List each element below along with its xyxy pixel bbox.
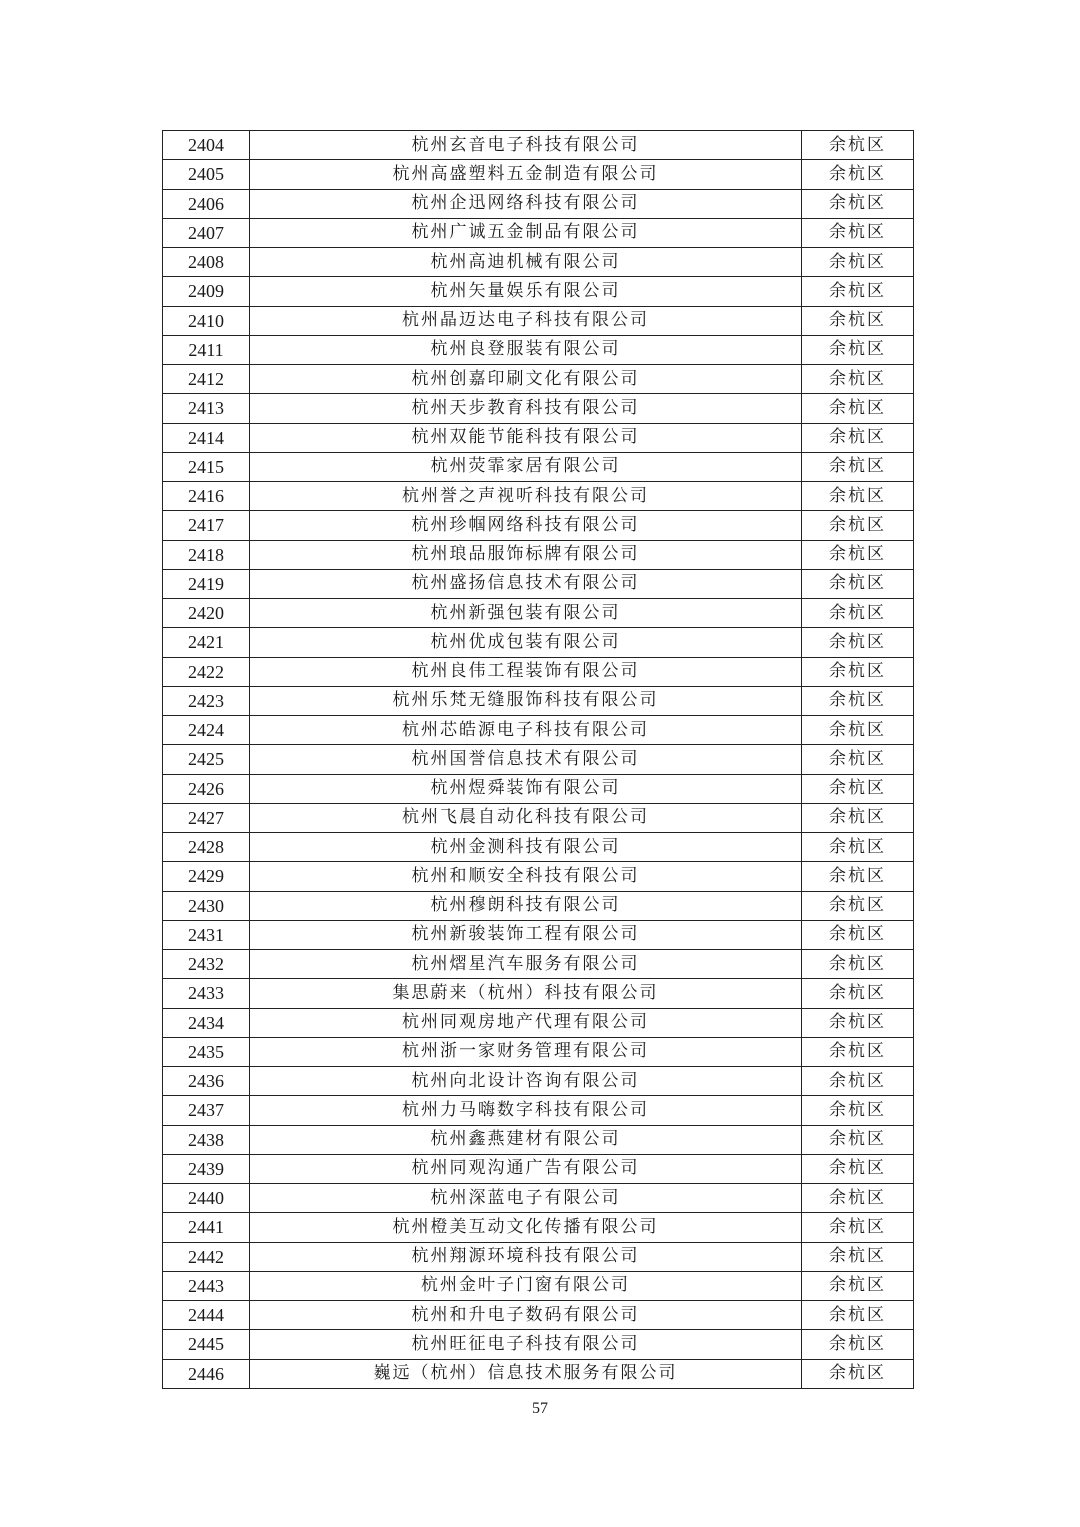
row-number-cell: 2409 [163,277,250,306]
company-name-cell: 巍远（杭州）信息技术服务有限公司 [250,1359,802,1388]
table-row [163,335,914,364]
row-number-cell: 2425 [163,745,250,774]
table-row [163,131,914,160]
company-name-cell: 杭州玄音电子科技有限公司 [250,131,802,160]
company-name-cell: 杭州天步教育科技有限公司 [250,394,802,423]
row-number-cell: 2410 [163,306,250,335]
row-number-cell: 2426 [163,774,250,803]
district-cell: 余杭区 [802,365,914,394]
table-row [163,511,914,540]
table-row [163,248,914,277]
table-row [163,950,914,979]
district-cell: 余杭区 [802,1330,914,1359]
district-cell: 余杭区 [802,686,914,715]
table-row [163,1125,914,1154]
row-number-cell: 2442 [163,1242,250,1271]
table-row [163,482,914,511]
district-cell: 余杭区 [802,452,914,481]
row-number-cell: 2413 [163,394,250,423]
table-row [163,803,914,832]
district-cell: 余杭区 [802,716,914,745]
district-cell: 余杭区 [802,1096,914,1125]
row-number-cell: 2433 [163,979,250,1008]
table-row [163,1008,914,1037]
company-name-cell: 杭州深蓝电子有限公司 [250,1184,802,1213]
company-name-cell: 杭州浙一家财务管理有限公司 [250,1037,802,1066]
row-number-cell: 2420 [163,599,250,628]
company-name-cell: 杭州高迪机械有限公司 [250,248,802,277]
row-number-cell: 2408 [163,248,250,277]
page-number: 57 [532,1400,548,1417]
company-name-cell: 杭州创嘉印刷文化有限公司 [250,365,802,394]
row-number-cell: 2436 [163,1067,250,1096]
company-name-cell: 杭州力马嗨数字科技有限公司 [250,1096,802,1125]
district-cell: 余杭区 [802,306,914,335]
district-cell: 余杭区 [802,628,914,657]
company-name-cell: 杭州飞晨自动化科技有限公司 [250,803,802,832]
row-number-cell: 2446 [163,1359,250,1388]
row-number-cell: 2429 [163,862,250,891]
table-row [163,891,914,920]
district-cell: 余杭区 [802,920,914,949]
company-name-cell: 杭州企迅网络科技有限公司 [250,189,802,218]
table-row [163,979,914,1008]
row-number-cell: 2432 [163,950,250,979]
row-number-cell: 2421 [163,628,250,657]
company-name-cell: 杭州鑫燕建材有限公司 [250,1125,802,1154]
table-row [163,1154,914,1183]
company-name-cell: 杭州翔源环境科技有限公司 [250,1242,802,1271]
district-cell: 余杭区 [802,1067,914,1096]
table-row [163,716,914,745]
company-name-cell: 杭州和顺安全科技有限公司 [250,862,802,891]
district-cell: 余杭区 [802,862,914,891]
district-cell: 余杭区 [802,569,914,598]
row-number-cell: 2405 [163,160,250,189]
district-cell: 余杭区 [802,1154,914,1183]
company-name-cell: 杭州广诚五金制品有限公司 [250,218,802,247]
row-number-cell: 2439 [163,1154,250,1183]
table-row [163,920,914,949]
row-number-cell: 2419 [163,569,250,598]
row-number-cell: 2438 [163,1125,250,1154]
row-number-cell: 2422 [163,657,250,686]
company-name-cell: 杭州荧霏家居有限公司 [250,452,802,481]
table-row [163,1037,914,1066]
district-cell: 余杭区 [802,423,914,452]
district-cell: 余杭区 [802,1242,914,1271]
company-name-cell: 杭州乐梵无缝服饰科技有限公司 [250,686,802,715]
company-name-cell: 杭州向北设计咨询有限公司 [250,1067,802,1096]
company-name-cell: 杭州琅品服饰标牌有限公司 [250,540,802,569]
company-name-cell: 杭州熠星汽车服务有限公司 [250,950,802,979]
district-cell: 余杭区 [802,1008,914,1037]
district-cell: 余杭区 [802,599,914,628]
row-number-cell: 2412 [163,365,250,394]
district-cell: 余杭区 [802,891,914,920]
table-row [163,686,914,715]
company-name-cell: 杭州金测科技有限公司 [250,833,802,862]
district-cell: 余杭区 [802,1125,914,1154]
table-row [163,862,914,891]
row-number-cell: 2444 [163,1301,250,1330]
company-name-cell: 杭州优成包装有限公司 [250,628,802,657]
table-row [163,1301,914,1330]
district-cell: 余杭区 [802,160,914,189]
row-number-cell: 2415 [163,452,250,481]
row-number-cell: 2431 [163,920,250,949]
row-number-cell: 2406 [163,189,250,218]
row-number-cell: 2443 [163,1271,250,1300]
row-number-cell: 2416 [163,482,250,511]
row-number-cell: 2437 [163,1096,250,1125]
table-row [163,540,914,569]
table-row [163,774,914,803]
table-row [163,189,914,218]
company-name-cell: 杭州穆朗科技有限公司 [250,891,802,920]
table-body [163,131,914,1389]
table-row [163,599,914,628]
row-number-cell: 2440 [163,1184,250,1213]
row-number-cell: 2430 [163,891,250,920]
district-cell: 余杭区 [802,657,914,686]
table-row [163,628,914,657]
table-row [163,1359,914,1388]
table-row [163,160,914,189]
table-row [163,1184,914,1213]
district-cell: 余杭区 [802,540,914,569]
row-number-cell: 2424 [163,716,250,745]
table-row [163,306,914,335]
district-cell: 余杭区 [802,131,914,160]
table-row [163,423,914,452]
table-row [163,657,914,686]
district-cell: 余杭区 [802,1301,914,1330]
company-name-cell: 杭州芯皓源电子科技有限公司 [250,716,802,745]
company-name-cell: 杭州珍帼网络科技有限公司 [250,511,802,540]
company-name-cell: 杭州同观房地产代理有限公司 [250,1008,802,1037]
district-cell: 余杭区 [802,803,914,832]
district-cell: 余杭区 [802,1037,914,1066]
table-row [163,1096,914,1125]
company-name-cell: 杭州誉之声视听科技有限公司 [250,482,802,511]
table-row [163,1067,914,1096]
table-row [163,1330,914,1359]
district-cell: 余杭区 [802,218,914,247]
district-cell: 余杭区 [802,774,914,803]
row-number-cell: 2404 [163,131,250,160]
row-number-cell: 2445 [163,1330,250,1359]
table-row [163,745,914,774]
row-number-cell: 2418 [163,540,250,569]
district-cell: 余杭区 [802,979,914,1008]
table-row [163,569,914,598]
company-name-cell: 杭州和升电子数码有限公司 [250,1301,802,1330]
company-name-cell: 杭州旺征电子科技有限公司 [250,1330,802,1359]
table-row [163,1213,914,1242]
table-row [163,394,914,423]
row-number-cell: 2423 [163,686,250,715]
company-name-cell: 杭州同观沟通广告有限公司 [250,1154,802,1183]
row-number-cell: 2441 [163,1213,250,1242]
table-row [163,452,914,481]
company-name-cell: 杭州新骏装饰工程有限公司 [250,920,802,949]
company-name-cell: 杭州良登服装有限公司 [250,335,802,364]
district-cell: 余杭区 [802,745,914,774]
district-cell: 余杭区 [802,833,914,862]
company-name-cell: 杭州良伟工程装饰有限公司 [250,657,802,686]
row-number-cell: 2407 [163,218,250,247]
row-number-cell: 2427 [163,803,250,832]
company-list-table [162,130,914,1389]
row-number-cell: 2417 [163,511,250,540]
company-name-cell: 杭州金叶子门窗有限公司 [250,1271,802,1300]
row-number-cell: 2435 [163,1037,250,1066]
company-name-cell: 杭州新强包装有限公司 [250,599,802,628]
table-row [163,1271,914,1300]
district-cell: 余杭区 [802,482,914,511]
company-name-cell: 集思蔚来（杭州）科技有限公司 [250,979,802,1008]
district-cell: 余杭区 [802,511,914,540]
company-name-cell: 杭州晶迈达电子科技有限公司 [250,306,802,335]
district-cell: 余杭区 [802,394,914,423]
row-number-cell: 2414 [163,423,250,452]
company-name-cell: 杭州国誉信息技术有限公司 [250,745,802,774]
district-cell: 余杭区 [802,335,914,364]
row-number-cell: 2428 [163,833,250,862]
district-cell: 余杭区 [802,1184,914,1213]
table-row [163,833,914,862]
district-cell: 余杭区 [802,248,914,277]
company-name-cell: 杭州矢量娱乐有限公司 [250,277,802,306]
district-cell: 余杭区 [802,1359,914,1388]
district-cell: 余杭区 [802,189,914,218]
district-cell: 余杭区 [802,1271,914,1300]
company-name-cell: 杭州高盛塑料五金制造有限公司 [250,160,802,189]
district-cell: 余杭区 [802,1213,914,1242]
company-name-cell: 杭州煜舜装饰有限公司 [250,774,802,803]
table-row [163,277,914,306]
table-row [163,1242,914,1271]
table-row [163,218,914,247]
company-name-cell: 杭州盛扬信息技术有限公司 [250,569,802,598]
company-name-cell: 杭州双能节能科技有限公司 [250,423,802,452]
company-name-cell: 杭州橙美互动文化传播有限公司 [250,1213,802,1242]
company-list-table-container [162,130,912,1389]
district-cell: 余杭区 [802,950,914,979]
row-number-cell: 2434 [163,1008,250,1037]
row-number-cell: 2411 [163,335,250,364]
table-row [163,365,914,394]
district-cell: 余杭区 [802,277,914,306]
